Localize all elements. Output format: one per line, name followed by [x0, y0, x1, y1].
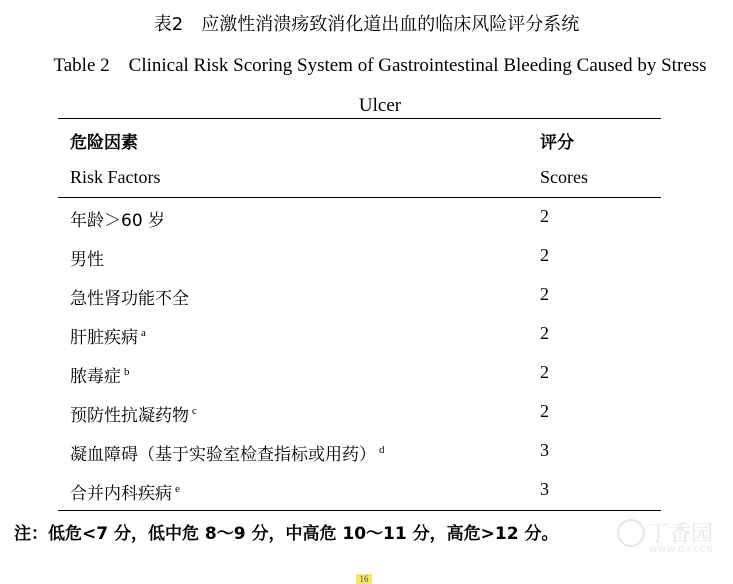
logo-icon	[617, 519, 645, 547]
score-cell: 3	[540, 479, 549, 499]
risk-factor-cell	[70, 284, 189, 309]
header-score-zh: 评分	[540, 133, 574, 153]
risk-factor-cell	[70, 245, 104, 270]
risk-factor-label: 预防性抗凝药物	[70, 406, 189, 426]
risk-factor-label: 脓毒症	[70, 367, 121, 387]
risk-factor-label: 合并内科疾病	[70, 484, 172, 504]
risk-factor-cell	[70, 401, 197, 426]
footnote-marker: a	[141, 327, 146, 340]
header-factor-en: Risk Factors	[70, 167, 161, 187]
watermark-logo	[613, 515, 723, 557]
score-cell: 2	[540, 362, 549, 382]
risk-factor-label: 年龄＞60 岁	[70, 211, 166, 231]
table-footnote: 注：低危<7 分，低中危 8～9 分，中高危 10～11 分，高危>12 分。	[14, 524, 559, 544]
table-row	[0, 440, 733, 479]
header-score-en: Scores	[540, 167, 588, 187]
table-header-rule	[58, 197, 661, 198]
table-row	[0, 206, 733, 245]
page-marker: 16	[356, 574, 372, 584]
table-top-rule	[58, 118, 661, 119]
risk-factor-cell	[70, 323, 146, 348]
score-cell: 2	[540, 245, 549, 265]
table-row	[0, 284, 733, 323]
risk-factor-label: 男性	[70, 250, 104, 270]
table-row	[0, 362, 733, 401]
risk-factor-label: 凝血障碍（基于实验室检查指标或用药）	[70, 445, 376, 465]
risk-factor-cell	[70, 479, 180, 504]
risk-factor-label: 肝脏疾病	[70, 328, 138, 348]
footnote-marker: b	[124, 366, 130, 379]
footnote-marker: e	[175, 483, 180, 496]
table-bottom-rule	[58, 510, 661, 511]
watermark-text: 丁香园	[647, 522, 714, 547]
score-cell: 2	[540, 323, 549, 343]
risk-factor-label: 急性肾功能不全	[70, 289, 189, 309]
score-cell: 2	[540, 401, 549, 421]
table-row	[0, 479, 733, 518]
risk-factor-cell	[70, 440, 385, 465]
score-cell: 2	[540, 206, 549, 226]
risk-factor-cell	[70, 206, 165, 231]
risk-factor-cell	[70, 362, 130, 387]
score-cell: 2	[540, 284, 549, 304]
table-row	[0, 323, 733, 362]
header-factor-zh: 危险因素	[70, 133, 138, 153]
table-title-zh: 表2 应激性消溃疡致消化道出血的临床风险评分系统	[153, 14, 580, 35]
score-cell: 3	[540, 440, 549, 460]
table-row	[0, 245, 733, 284]
table-title-en: Table 2 Clinical Risk Scoring System of Gastrointestinal Bleeding Caused by Stress Ulcer	[53, 55, 707, 116]
footnote-marker: d	[379, 444, 385, 457]
table-row	[0, 401, 733, 440]
watermark-subtext: WWW.DXY.CN	[649, 545, 714, 554]
footnote-marker: c	[192, 405, 197, 418]
